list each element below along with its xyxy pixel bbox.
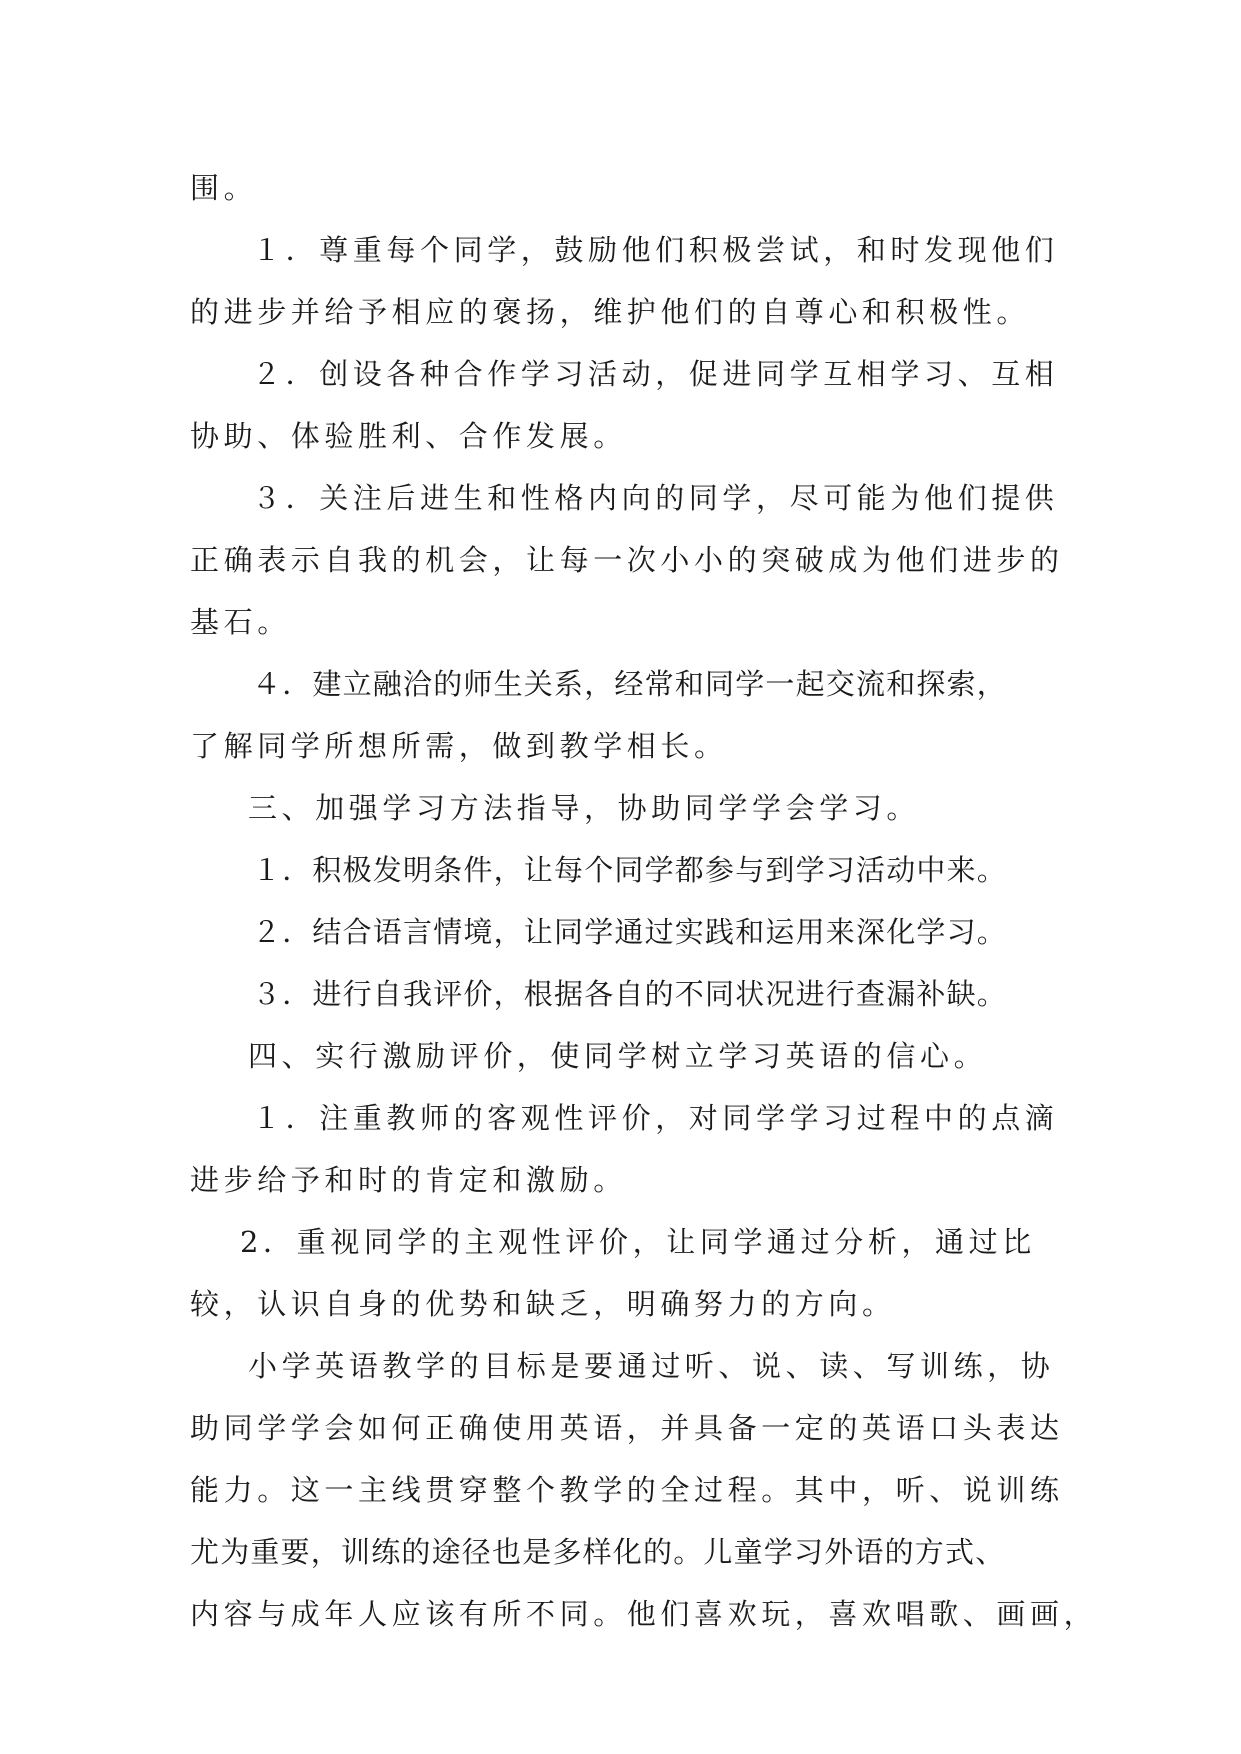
text-line: 尤为重要，训练的途径也是多样化的。儿童学习外语的方式、 xyxy=(190,1535,1006,1569)
paragraph-method-3 xyxy=(190,963,1052,1025)
paragraph-continuation xyxy=(190,157,1052,219)
text-line: 基石。 xyxy=(190,605,291,639)
paragraph-item-3 xyxy=(190,467,1064,653)
text-line: ３．关注后进生和性格内向的同学，尽可能为他们提供 xyxy=(252,481,1059,515)
paragraph-item-2 xyxy=(190,343,1059,467)
section-heading-4 xyxy=(190,1025,1052,1087)
paragraph-evaluation-2 xyxy=(190,1211,1052,1335)
text-line: ３．进行自我评价，根据各自的不同状况进行查漏补缺。 xyxy=(252,977,1008,1011)
text-line: １．注重教师的客观性评价，对同学学习过程中的点滴 xyxy=(252,1101,1059,1135)
text-line: ４．建立融洽的师生关系，经常和同学一起交流和探索， xyxy=(252,667,1008,701)
text-line: 2．重视同学的主观性评价，让同学通过分析，通过比 xyxy=(240,1225,1036,1259)
paragraph-method-2 xyxy=(190,901,1052,963)
text-line: 正确表示自我的机会，让每一次小小的突破成为他们进步的 xyxy=(190,543,1064,577)
text-line: 内容与成年人应该有所不同。他们喜欢玩，喜欢唱歌、画画， xyxy=(190,1597,1098,1631)
section-heading: 三、加强学习方法指导，协助同学学会学习。 xyxy=(248,791,921,825)
text-line: 了解同学所想所需，做到教学相长。 xyxy=(190,729,728,763)
body-text xyxy=(190,157,1098,1645)
text-line: 小学英语教学的目标是要通过听、说、读、写训练，协 xyxy=(248,1349,1055,1383)
paragraph-item-4 xyxy=(190,653,1052,777)
text-line: 能力。这一主线贯穿整个教学的全过程。其中，听、说训练 xyxy=(190,1473,1064,1507)
text-line: 较，认识自身的优势和缺乏，明确努力的方向。 xyxy=(190,1287,896,1321)
section-heading: 四、实行激励评价，使同学树立学习英语的信心。 xyxy=(248,1039,988,1073)
paragraph-evaluation-1 xyxy=(190,1087,1059,1211)
text-line: 的进步并给予相应的褒扬，维护他们的自尊心和积极性。 xyxy=(190,295,1031,329)
text-line: 助同学学会如何正确使用英语，并具备一定的英语口头表达 xyxy=(190,1411,1064,1445)
paragraph-closing xyxy=(190,1335,1098,1645)
paragraph-item-1 xyxy=(190,219,1059,343)
text-line: １．尊重每个同学，鼓励他们积极尝试，和时发现他们 xyxy=(252,233,1059,267)
text-line: 协助、体验胜利、合作发展。 xyxy=(190,419,627,453)
text-line: 围。 xyxy=(190,171,258,205)
text-line: ２．创设各种合作学习活动，促进同学互相学习、互相 xyxy=(252,357,1059,391)
section-heading-3 xyxy=(190,777,1052,839)
text-line: １．积极发明条件，让每个同学都参与到学习活动中来。 xyxy=(252,853,1008,887)
text-line: ２．结合语言情境，让同学通过实践和运用来深化学习。 xyxy=(252,915,1008,949)
paragraph-method-1 xyxy=(190,839,1052,901)
text-line: 进步给予和时的肯定和激励。 xyxy=(190,1163,627,1197)
